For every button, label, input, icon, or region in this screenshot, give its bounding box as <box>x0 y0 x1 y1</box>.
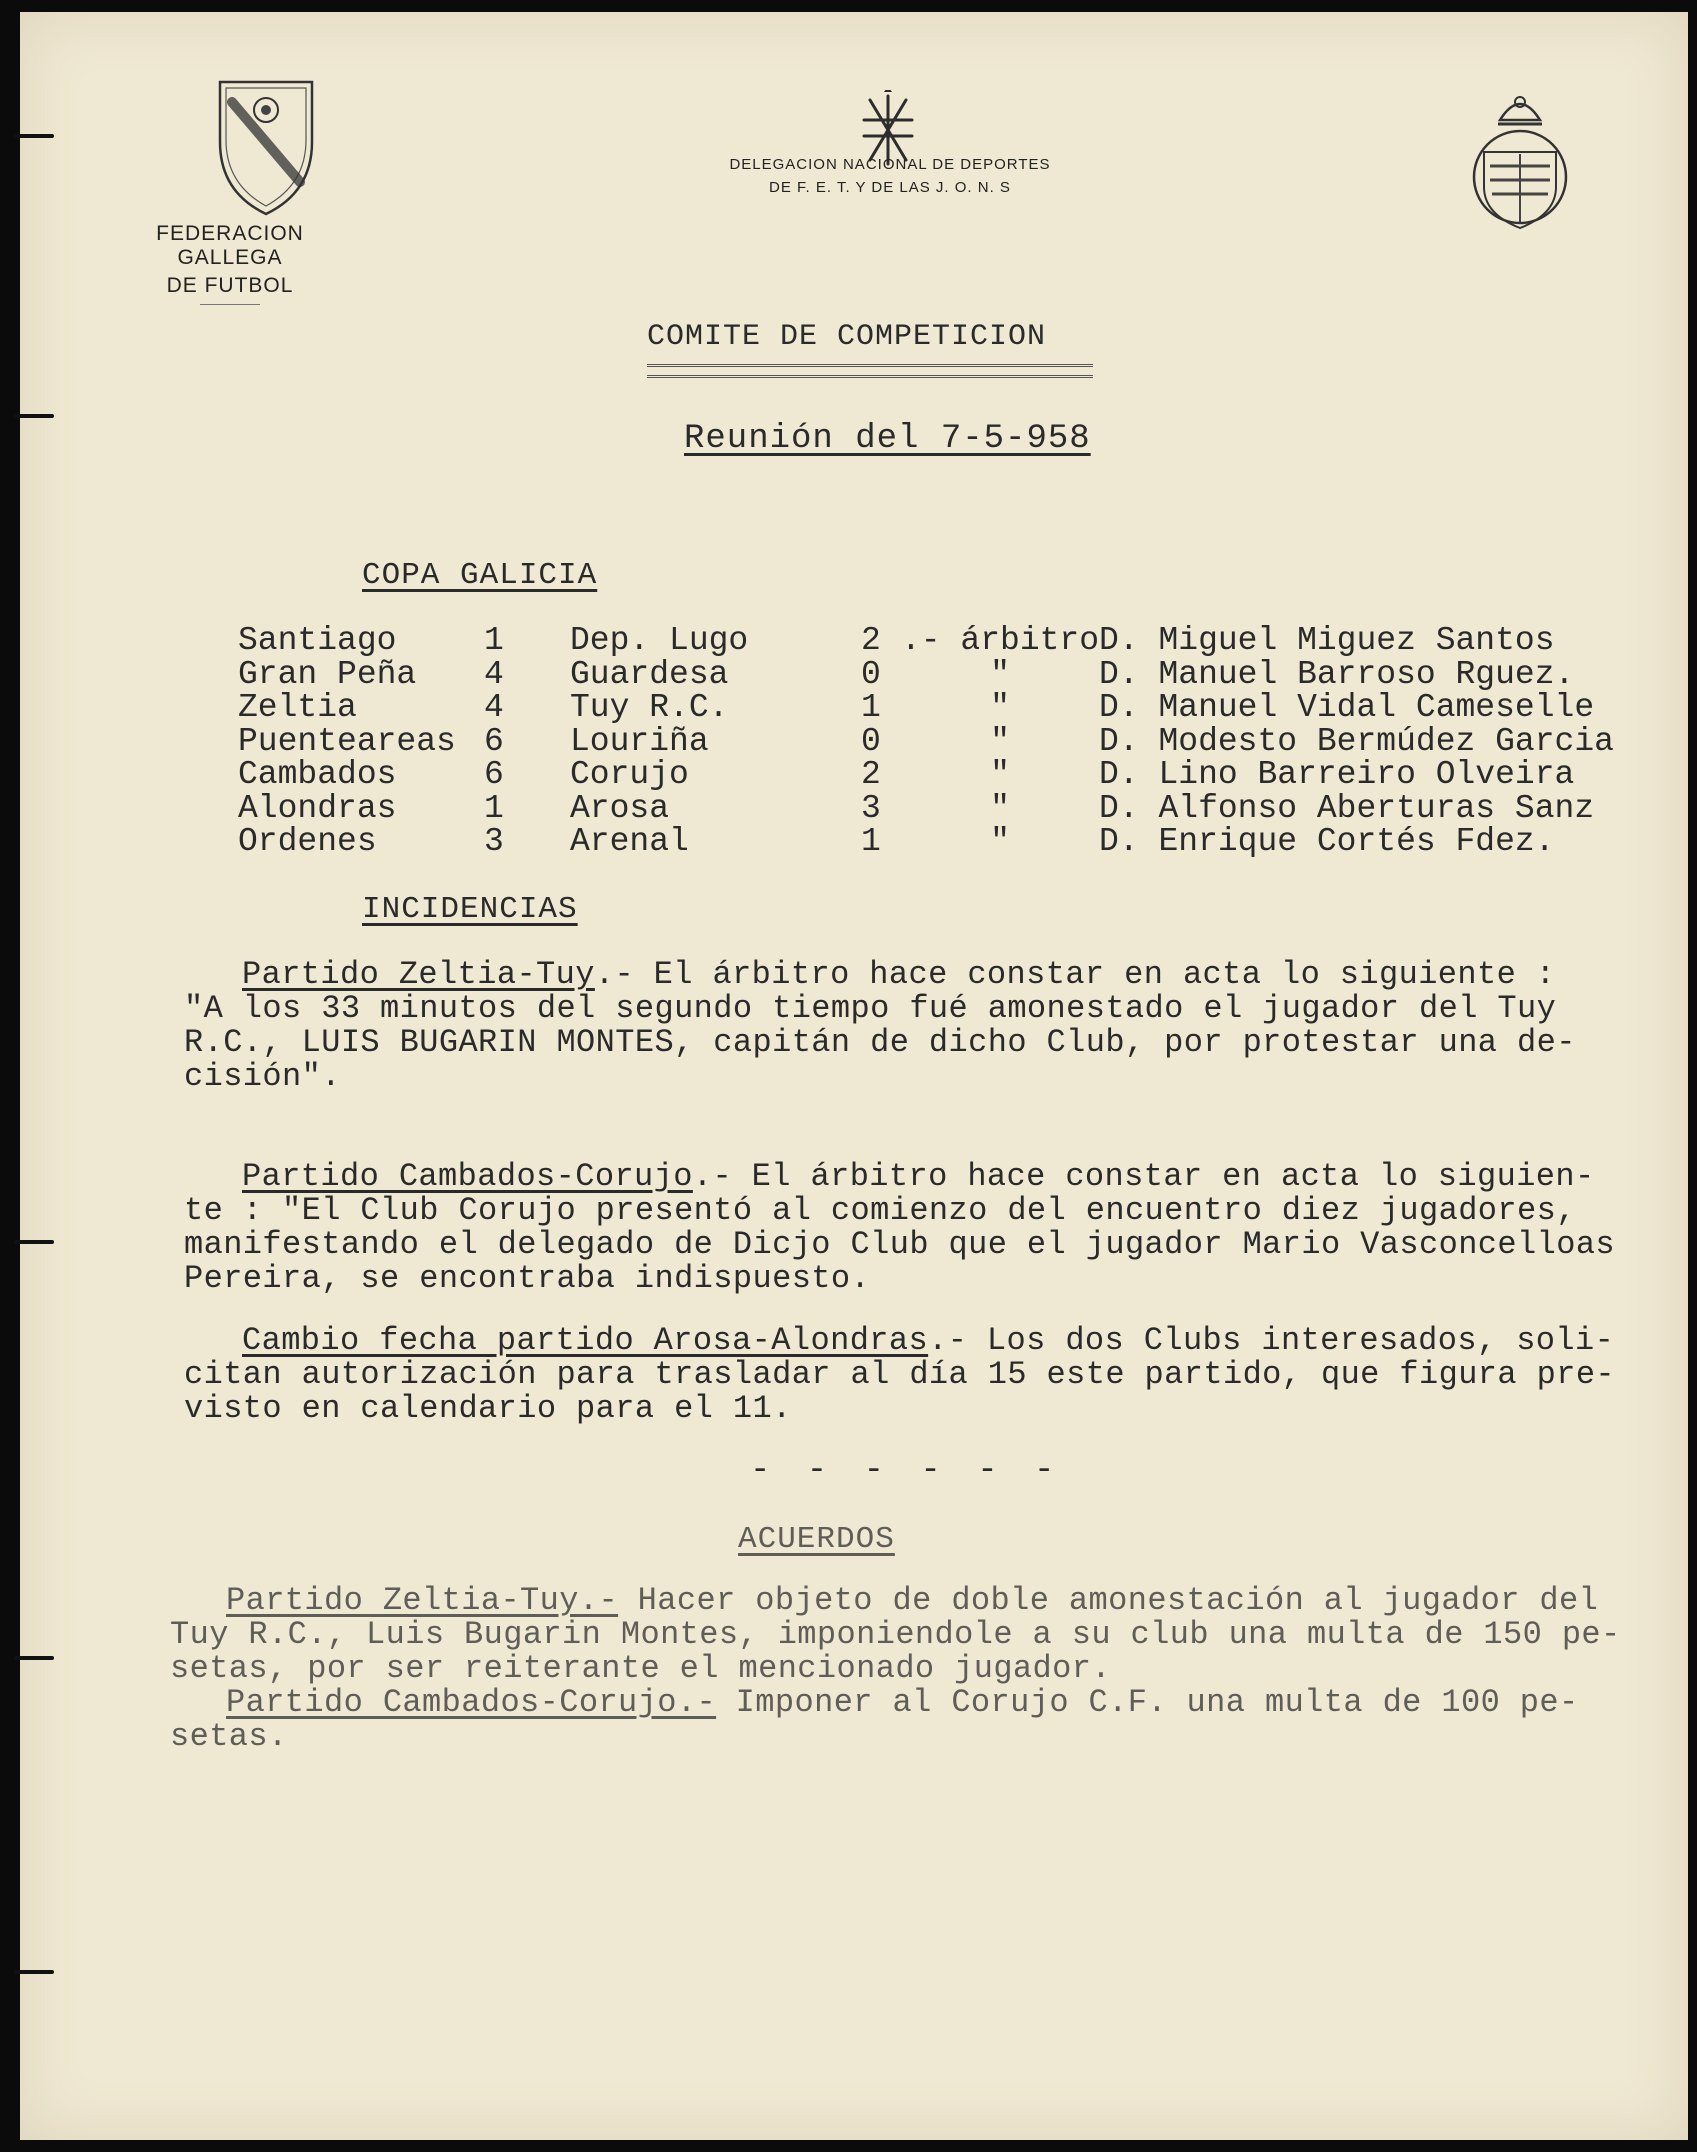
away-team: Arenal <box>570 823 689 860</box>
document-page <box>20 12 1688 2140</box>
referee-label: " <box>990 756 1010 793</box>
binding-mark <box>14 1240 54 1244</box>
result-row <box>238 725 1614 759</box>
referee-name: D. Manuel Barroso Rguez. <box>1099 655 1575 693</box>
incident-text: visto en calendario para el 11. <box>184 1390 792 1427</box>
away-team: Guardesa <box>570 655 729 693</box>
incident-text: .- Los dos Clubs interesados, soli- <box>928 1322 1615 1359</box>
referee-label: " <box>990 689 1010 726</box>
home-score: 3 <box>484 823 504 860</box>
away-score: 2 <box>861 756 881 793</box>
home-team: Puenteareas <box>238 722 456 760</box>
home-team: Gran Peña <box>238 655 417 693</box>
away-score: 2 <box>861 622 881 659</box>
agreement-title: Partido Cambados-Corujo.- <box>226 1684 717 1721</box>
page-title: COMITE DE COMPETICION <box>647 320 1047 354</box>
federation-name-line1: FEDERACION GALLEGA <box>156 222 304 269</box>
incident-title: Partido Zeltia-Tuy <box>242 956 595 993</box>
agreement-zeltia-tuy <box>170 1584 1670 1686</box>
binding-mark <box>14 414 54 418</box>
incident-date-change <box>184 1324 1684 1426</box>
referee-name: D. Alfonso Aberturas Sanz <box>1099 789 1595 827</box>
away-score: 3 <box>861 789 881 827</box>
referee-label: " <box>990 789 1010 827</box>
home-score: 4 <box>484 655 504 693</box>
home-score: 6 <box>484 722 504 760</box>
federation-name-line2: DE FUTBOL <box>166 274 294 297</box>
referee-label: " <box>990 823 1010 860</box>
away-team: Louriña <box>570 722 709 760</box>
agreement-text: Tuy R.C., Luis Bugarin Montes, imponiendole a su club una multa de 150 pe- <box>170 1616 1621 1653</box>
home-score: 1 <box>484 789 504 827</box>
referee-name: D. Modesto Bermúdez Garcia <box>1099 722 1614 760</box>
home-team: Ordenes <box>238 823 377 860</box>
referee-name: D. Enrique Cortés Fdez. <box>1099 823 1555 860</box>
agreement-text: Hacer objeto de doble amonestación al jugador del <box>618 1582 1599 1619</box>
result-row <box>238 624 1614 658</box>
away-score: 1 <box>861 823 881 860</box>
title-double-underline <box>647 364 1093 378</box>
referee-name: D. Miguel Miguez Santos <box>1099 622 1555 659</box>
incident-zeltia-tuy <box>184 958 1684 1094</box>
delegation-header <box>680 70 1100 196</box>
home-score: 1 <box>484 622 504 659</box>
incident-text: .- El árbitro hace constar en acta lo siguiente : <box>594 956 1556 993</box>
result-row <box>238 691 1614 725</box>
referee-label: " <box>990 722 1010 760</box>
away-team: Dep. Lugo <box>570 622 749 659</box>
referee-name: D. Manuel Vidal Cameselle <box>1099 689 1595 726</box>
away-score: 0 <box>861 722 881 760</box>
incident-text: .- El árbitro hace constar en acta lo siguien- <box>692 1158 1595 1195</box>
result-row <box>238 825 1614 859</box>
away-team: Arosa <box>570 789 670 827</box>
incidencias-heading: INCIDENCIAS <box>362 892 578 927</box>
agreement-text: Imponer al Corujo C.F. una multa de 100 pe- <box>716 1684 1579 1721</box>
agreement-title: Partido Zeltia-Tuy.- <box>226 1582 619 1619</box>
away-score: 0 <box>861 655 881 693</box>
result-row <box>238 792 1614 826</box>
royal-crest-icon <box>1460 82 1580 242</box>
incident-text: manifestando el delegado de Dicjo Club que el jugador Mario Vasconcelloas <box>184 1226 1616 1263</box>
home-team: Alondras <box>238 789 397 827</box>
home-score: 4 <box>484 689 504 726</box>
home-team: Zeltia <box>238 689 357 726</box>
results-table <box>238 624 1614 859</box>
referee-name: D. Lino Barreiro Olveira <box>1099 756 1575 793</box>
divider <box>200 304 260 305</box>
away-team: Tuy R.C. <box>570 689 729 726</box>
result-row <box>238 758 1614 792</box>
section-separator: - - - - - - <box>750 1452 1063 1490</box>
home-team: Santiago <box>238 622 397 659</box>
acuerdos-heading: ACUERDOS <box>738 1522 895 1557</box>
home-score: 6 <box>484 756 504 793</box>
incident-text: cisión". <box>184 1058 341 1095</box>
agreement-text: setas, por ser reiterante el mencionado jugador. <box>170 1650 1111 1687</box>
binding-mark <box>14 1970 54 1974</box>
agreement-cambados-corujo <box>170 1686 1670 1754</box>
away-team: Corujo <box>570 756 689 793</box>
binding-mark <box>14 134 54 138</box>
referee-label: " <box>990 655 1010 693</box>
agreement-text: setas. <box>170 1718 288 1755</box>
copa-heading: COPA GALICIA <box>362 558 598 593</box>
home-team: Cambados <box>238 756 397 793</box>
delegation-line1: DELEGACION NACIONAL DE DEPORTES <box>729 156 1051 173</box>
away-score: 1 <box>861 689 881 726</box>
meeting-date: Reunión del 7-5-958 <box>684 420 1091 458</box>
incident-text: citan autorización para trasladar al día 15 este partido, que figura pre- <box>184 1356 1616 1393</box>
incident-title: Partido Cambados-Corujo <box>242 1158 693 1195</box>
incident-cambados-corujo <box>184 1160 1684 1296</box>
incident-text: Pereira, se encontraba indispuesto. <box>184 1260 871 1297</box>
federation-header <box>120 72 340 305</box>
incident-text: R.C., LUIS BUGARIN MONTES, capitán de dicho Club, por protestar una de- <box>184 1024 1576 1061</box>
incident-text: te : "El Club Corujo presentó al comienzo del encuentro diez jugadores, <box>184 1192 1576 1229</box>
delegation-line2: DE F. E. T. Y DE LAS J. O. N. S <box>769 179 1011 196</box>
binding-mark <box>14 1656 54 1660</box>
incident-text: "A los 33 minutos del segundo tiempo fué amonestado el jugador del Tuy <box>184 990 1557 1027</box>
referee-label: .- árbitro <box>901 622 1100 659</box>
result-row <box>238 658 1614 692</box>
incident-title: Cambio fecha partido Arosa-Alondras <box>242 1322 929 1359</box>
